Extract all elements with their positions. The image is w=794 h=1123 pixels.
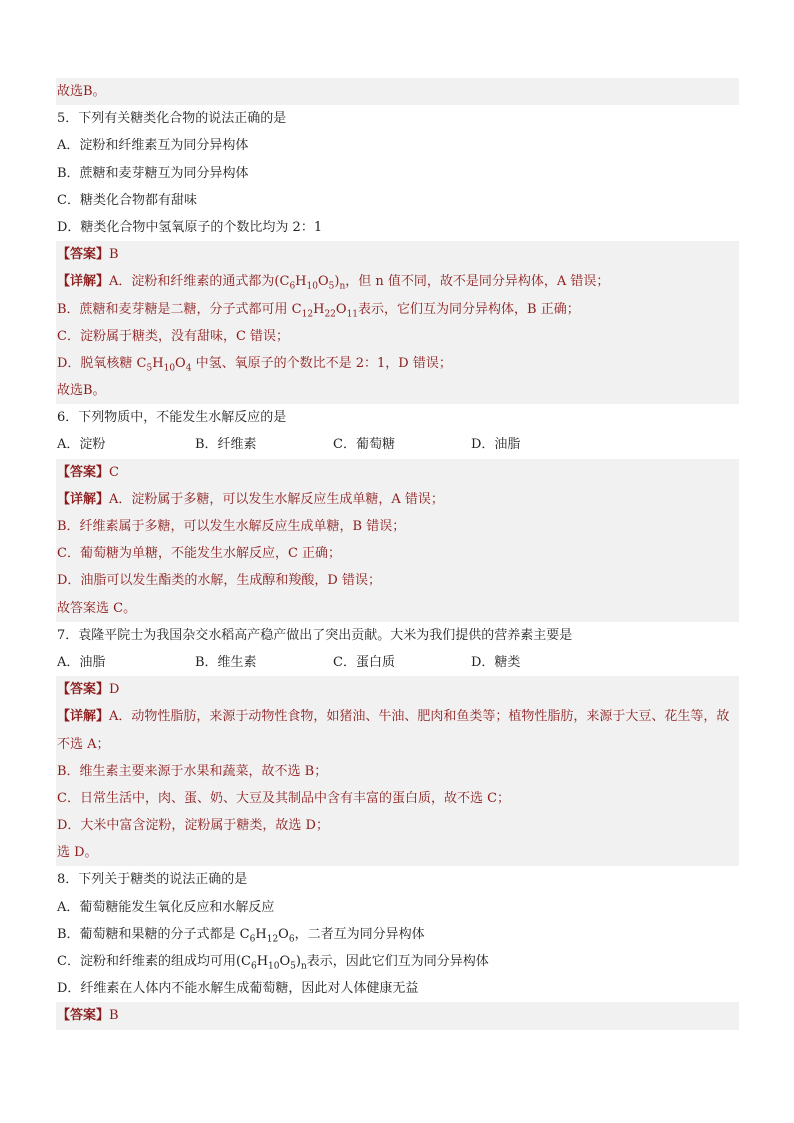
q8-option-b: B．葡萄糖和果糖的分子式都是 $C_6H_{12}O_6$，二者互为同分异构体 [57,926,425,945]
q5-detail-b: B．蔗糖和麦芽糖是二糖，分子式都可用 $C_{12}H_{22}O_{11}$表示，它们互为同分异构体，B 正确； [56,296,739,323]
q6-detail-d: D．油脂可以发生酯类的水解，生成醇和羧酸，D 错误； [56,567,739,594]
q6-option-d: D．油脂 [471,437,521,453]
q7-option-d: D．糖类 [471,654,521,670]
q7-detail-d: D．大米中富含淀粉，淀粉属于糖类，故选 D； [56,812,739,839]
q6-detail-c: C．葡萄糖为单糖，不能发生水解反应，C 正确； [56,540,739,567]
q6-answer: 【答案】C [56,459,739,486]
q5-detail-c: C．淀粉属于糖类，没有甜味，C 错误； [56,323,739,350]
q7-detail-a: 【详解】A．动物性脂肪，来源于动物性食物，如猪油、牛油、肥肉和鱼类等；植物性脂肪，来源于大豆、花生等，故不选 A； [56,703,739,757]
q7-conclusion: 选 D。 [56,839,739,866]
q8-option-d: D．纤维素在人体内不能水解生成葡萄糖，因此对人体健康无益 [57,981,419,997]
q8-option-c: C．淀粉和纤维素的组成均可用$(C_6H_{10}O_5)_n$表示，因此它们互为同分异构体 [57,954,489,972]
q5-detail-d: D．脱氧核糖 $C_5H_{10}O_4$ 中氢、氧原子的个数比不是 2：1，D 错误； [56,350,739,377]
q6-option-c: C．葡萄糖 [333,437,395,453]
q8-stem: 8．下列关于糖类的说法正确的是 [57,872,248,888]
q8-answer: 【答案】B [56,1002,739,1029]
q5-option-d: D．糖类化合物中氢氧原子的个数比均为 2：1 [57,219,323,235]
q5-stem: 5．下列有关糖类化合物的说法正确的是 [57,111,287,127]
q6-option-b: B．纤维素 [195,437,257,453]
q5-option-b: B．蔗糖和麦芽糖互为同分异构体 [57,165,249,181]
q6-conclusion: 故答案选 C。 [56,595,739,622]
q6-options [56,431,739,458]
q7-options [56,649,739,676]
q5-option-c: C．糖类化合物都有甜味 [57,192,197,208]
q5-option-a: A．淀粉和纤维素互为同分异构体 [57,138,249,154]
q5-detail-a: 【详解】A．淀粉和纤维素的通式都为$(C_6H_{10}O_5)_n$，但 n 值不同，故不是同分异构体，A 错误； [56,268,739,295]
q8-option-a: A．葡萄糖能发生氧化反应和水解反应 [57,899,275,915]
q7-option-c: C．蛋白质 [333,654,395,670]
document-page [56,78,739,1030]
q6-stem: 6．下列物质中，不能发生水解反应的是 [57,410,287,426]
q5-answer: 【答案】B [56,241,739,268]
q7-detail-b: B．维生素主要来源于水果和蔬菜，故不选 B； [56,758,739,785]
q7-detail-c: C．日常生活中，肉、蛋、奶、大豆及其制品中含有丰富的蛋白质，故不选 C； [56,785,739,812]
q6-option-a: A．淀粉 [57,437,106,453]
q6-detail-a: 【详解】A．淀粉属于多糖，可以发生水解反应生成单糖，A 错误； [56,486,739,513]
q7-option-b: B．维生素 [195,654,257,670]
q6-detail-b: B．纤维素属于多糖，可以发生水解反应生成单糖，B 错误； [56,513,739,540]
q7-stem: 7．袁隆平院士为我国杂交水稻高产稳产做出了突出贡献。大米为我们提供的营养素主要是 [57,627,573,643]
q5-conclusion: 故选B。 [56,377,739,404]
q7-answer: 【答案】D [56,676,739,703]
q7-option-a: A．油脂 [57,654,106,670]
prev-conclusion: 故选B。 [56,78,739,105]
